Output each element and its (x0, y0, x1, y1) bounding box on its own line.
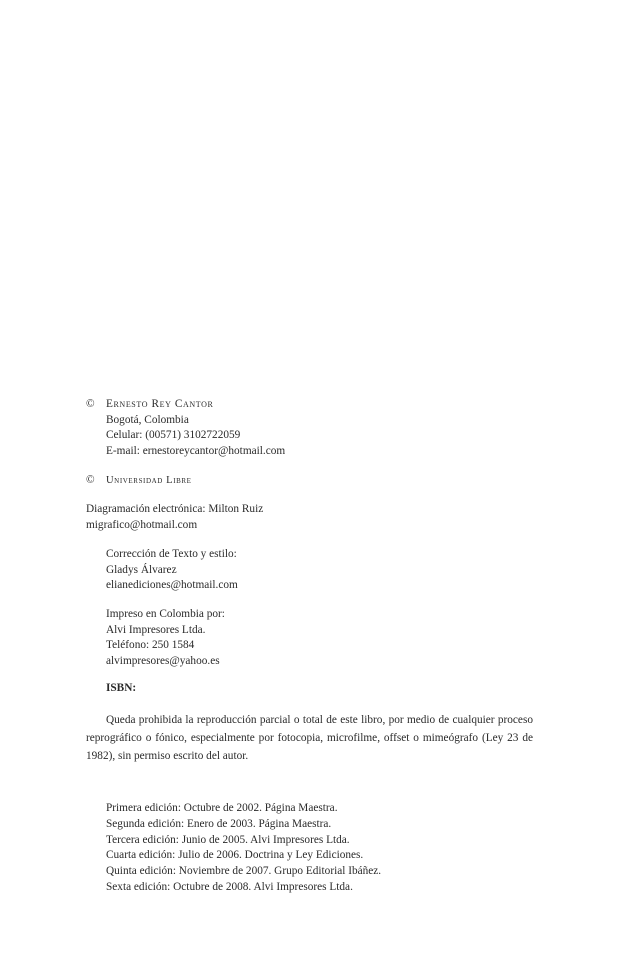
printer-credit-email: alvimpresores@yahoo.es (106, 654, 220, 667)
author-name: Ernesto Rey Cantor (106, 398, 214, 410)
edition-item: Primera edición: Octubre de 2002. Página Maestra. (106, 802, 338, 814)
printer-credit-phone: Teléfono: 250 1584 (106, 639, 195, 652)
edition-item: Tercera edición: Junio de 2005. Alvi Impresores Ltda. (106, 833, 350, 846)
edition-item: Cuarta edición: Julio de 2006. Doctrina y Ley Ediciones. (106, 849, 364, 862)
correction-credit (106, 547, 238, 594)
printer-credit-title: Impreso en Colombia por: (106, 608, 225, 620)
isbn-label: ISBN: (106, 682, 137, 694)
university-details (106, 473, 192, 489)
layout-credit-line: Diagramación electrónica: Milton Ruiz (86, 503, 264, 515)
edition-item: Sexta edición: Octubre de 2008. Alvi Impresores Ltda. (106, 880, 353, 893)
correction-credit-name: Gladys Álvarez (106, 563, 177, 576)
copyright-symbol: © (86, 398, 95, 410)
layout-credit (86, 502, 263, 533)
copyright-symbol: © (86, 474, 95, 486)
correction-credit-email: elianediciones@hotmail.com (106, 579, 238, 592)
edition-item: Quinta edición: Noviembre de 2007. Grupo Editorial Ibáñez. (106, 865, 382, 878)
university-name: Universidad Libre (106, 475, 192, 486)
edition-item: Segunda edición: Enero de 2003. Página Maestra. (106, 817, 332, 830)
legal-notice-text: Queda prohibida la reproducción parcial o total de este libro, por medio de cualquier proceso reprográfico o fónico, especialmente por fotocopia, microfilme, offset o mimeógrafo (Ley 23 de 1982), sin permiso escrito del autor. (86, 714, 533, 763)
layout-credit-email: migrafico@hotmail.com (86, 518, 198, 531)
author-phone: Celular: (00571) 3102722059 (106, 429, 241, 442)
legal-notice (86, 711, 533, 766)
author-email: E-mail: ernestoreycantor@hotmail.com (106, 444, 286, 457)
author-details (106, 397, 285, 459)
printer-credit-name: Alvi Impresores Ltda. (106, 623, 206, 636)
editions-list (106, 801, 381, 896)
printer-credit (106, 607, 225, 669)
correction-credit-title: Corrección de Texto y estilo: (106, 548, 237, 560)
author-city: Bogotá, Colombia (106, 413, 189, 426)
